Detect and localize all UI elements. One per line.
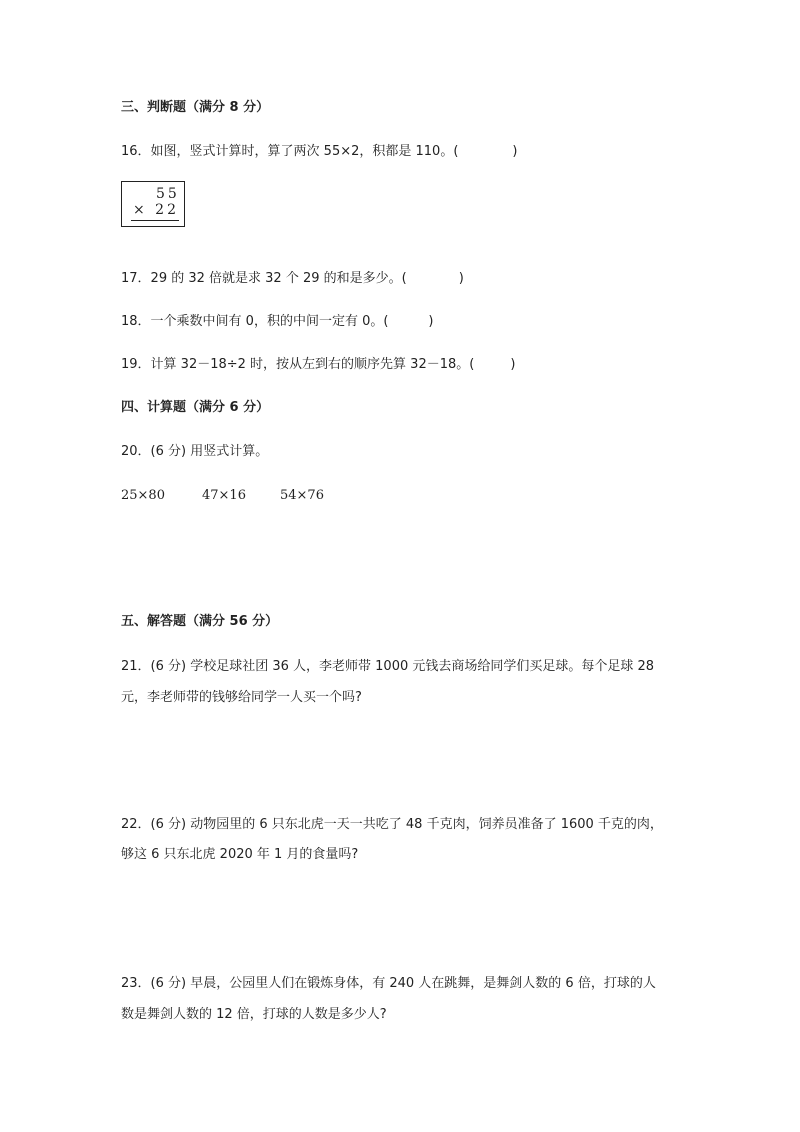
question-19-text: 19．计算 32－18÷2 时，按从左到右的顺序先算 32－18。( bbox=[121, 357, 475, 372]
calc-item-2: 47×16 bbox=[202, 488, 246, 503]
section-4-heading: 四、计算题（满分 6 分） bbox=[121, 400, 270, 415]
question-18-close: ) bbox=[428, 314, 434, 329]
question-21-line-1: 21．(6 分) 学校足球社团 36 人，李老师带 1000 元钱去商场给同学们买足球。每个足球 28 bbox=[121, 659, 655, 674]
section-5-heading: 五、解答题（满分 56 分） bbox=[121, 614, 279, 629]
question-19 bbox=[121, 357, 515, 373]
question-23-line-1: 23．(6 分) 早晨，公园里人们在锻炼身体，有 240 人在跳舞，是舞剑人数的 6 倍，打球的人 bbox=[121, 976, 656, 991]
question-22-line-2: 够这 6 只东北虎 2020 年 1 月的食量吗? bbox=[121, 847, 359, 862]
question-17-close: ) bbox=[458, 271, 464, 286]
question-16-close: ) bbox=[512, 144, 518, 159]
question-16 bbox=[121, 144, 517, 160]
question-17 bbox=[121, 271, 464, 287]
calc-item-3: 54×76 bbox=[280, 488, 324, 503]
figure-bottom-number: × 22 bbox=[133, 202, 179, 218]
question-19-close: ) bbox=[510, 357, 516, 372]
calc-item-1: 25×80 bbox=[121, 488, 165, 503]
figure-top-number: 55 bbox=[156, 186, 180, 202]
question-18 bbox=[121, 314, 434, 330]
question-23-line-2: 数是舞剑人数的 12 倍，打球的人数是多少人? bbox=[121, 1007, 387, 1022]
figure-rule bbox=[131, 220, 179, 221]
section-3-heading: 三、判断题（满分 8 分） bbox=[121, 100, 270, 115]
question-16-text: 16．如图，竖式计算时，算了两次 55×2，积都是 110。( bbox=[121, 144, 459, 159]
question-18-text: 18．一个乘数中间有 0，积的中间一定有 0。( bbox=[121, 314, 389, 329]
question-22-line-1: 22．(6 分) 动物园里的 6 只东北虎一天一共吃了 48 千克肉，饲养员准备了 1600 千克的肉， bbox=[121, 817, 663, 832]
vertical-calc-figure bbox=[121, 181, 185, 227]
question-20: 20．(6 分) 用竖式计算。 bbox=[121, 444, 269, 459]
question-21-line-2: 元，李老师带的钱够给同学一人买一个吗? bbox=[121, 690, 362, 705]
question-17-text: 17．29 的 32 倍就是求 32 个 29 的和是多少。( bbox=[121, 271, 407, 286]
